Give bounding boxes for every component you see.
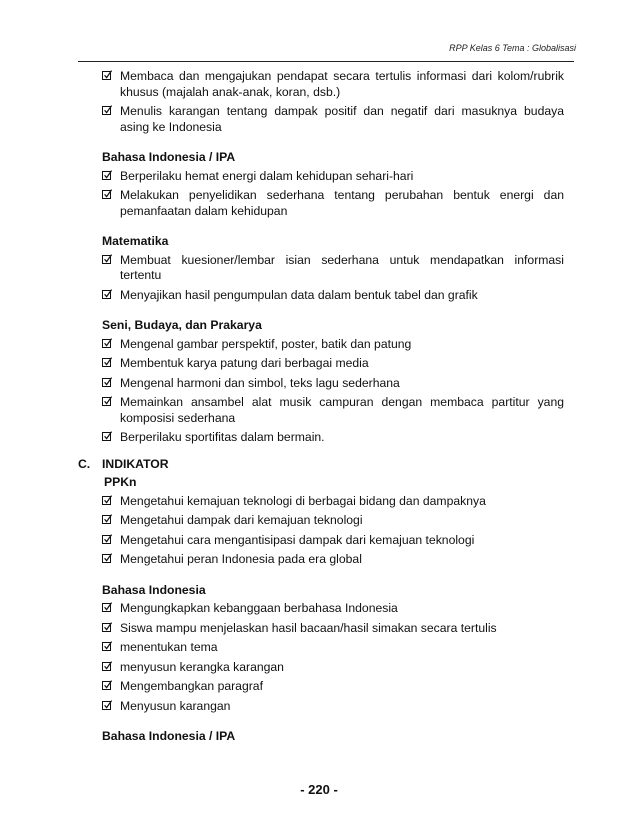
subject-heading: Seni, Budaya, dan Prakarya: [102, 318, 262, 332]
checklist-item-text: Berperilaku hemat energi dalam kehidupan sehari-hari: [120, 168, 414, 183]
checkbox-icon: [102, 358, 111, 367]
checklist-item-text: Siswa mampu menjelaskan hasil bacaan/hasil simakan secara tertulis: [120, 620, 497, 635]
checkbox-icon: [102, 642, 111, 651]
checklist-item-text: Membuat kuesioner/lembar isian sederhana untuk mendapatkan informasi tertentu: [120, 252, 564, 282]
checkbox-icon: [102, 397, 111, 406]
checklist-item-text: Berperilaku sportifitas dalam bermain.: [120, 430, 325, 444]
header-rule: [78, 61, 574, 62]
checkbox-icon: [102, 535, 111, 544]
checkbox-icon: [102, 106, 111, 115]
subject-heading: Bahasa Indonesia / IPA: [102, 150, 236, 164]
checklist-item: [102, 188, 564, 219]
checkbox-icon: [102, 432, 111, 441]
checklist-item-text: Mengenal harmoni dan simbol, teks lagu sederhana: [120, 375, 400, 390]
checkbox-icon: [102, 603, 111, 612]
checklist-item: [102, 395, 564, 426]
checkbox-icon: [102, 190, 111, 199]
checklist-item: [102, 104, 564, 135]
subject-heading: PPKn: [104, 475, 137, 489]
group-spacer: [102, 223, 564, 234]
group-spacer: [102, 572, 564, 583]
checkbox-icon: [102, 554, 111, 563]
checkbox-icon: [102, 701, 111, 710]
checkbox-icon: [102, 290, 111, 299]
checklist-item: [102, 253, 564, 284]
checklist-item: [102, 552, 564, 568]
checklist-item-text: Mengetahui peran Indonesia pada era global: [120, 552, 362, 566]
checklist-item: [102, 513, 564, 529]
checklist-item: [102, 601, 564, 617]
section-letter: C.: [78, 456, 91, 471]
checkbox-icon: [102, 681, 111, 690]
checklist-item: [102, 699, 564, 715]
checklist-item: [102, 169, 564, 185]
checklist-item: [102, 533, 564, 549]
checklist-item: [102, 337, 564, 353]
checkbox-icon: [102, 339, 111, 348]
checklist-item: [102, 430, 564, 446]
checklist-item-text: Mengetahui kemajuan teknologi di berbagai bidang dan dampaknya: [120, 493, 486, 508]
subject-heading: Bahasa Indonesia: [102, 582, 206, 597]
checkbox-icon: [102, 496, 111, 505]
checklist-item: [102, 660, 564, 676]
checklist-item: [102, 679, 564, 695]
checklist-item-text: Melakukan penyelidikan sederhana tentang perubahan bentuk energi dan pemanfaatan dalam kehidupan: [120, 188, 564, 218]
checklist-item-text: Membentuk karya patung dari berbagai media: [120, 356, 369, 370]
checklist-item-text: Menyajikan hasil pengumpulan data dalam bentuk tabel dan grafik: [120, 287, 478, 302]
checkbox-icon: [102, 71, 111, 80]
section-heading: [78, 456, 564, 473]
checklist-item-text: Mengetahui dampak dari kemajuan teknologi: [120, 513, 363, 527]
checklist-item-text: Mengenal gambar perspektif, poster, batik dan patung: [120, 336, 412, 351]
checkbox-icon: [102, 255, 111, 264]
group-spacer: [102, 718, 564, 729]
checklist-item-text: Memainkan ansambel alat musik campuran dengan membaca partitur yang komposisi sederhana: [120, 395, 564, 425]
checklist-item-text: Mengetahui cara mengantisipasi dampak dari kemajuan teknologi: [120, 532, 475, 547]
checklist-item: [102, 69, 564, 100]
subject-heading: Bahasa Indonesia / IPA: [102, 729, 236, 743]
checkbox-icon: [102, 662, 111, 671]
running-header: RPP Kelas 6 Tema : Globalisasi: [449, 43, 576, 53]
page-number: - 220 -: [300, 782, 338, 797]
checklist-item-text: Menulis karangan tentang dampak positif dan negatif dari masuknya budaya asing ke Indonesia: [120, 104, 564, 134]
page-content: [78, 69, 564, 748]
checklist-item: [102, 376, 564, 392]
group-spacer: [102, 307, 564, 318]
checklist-item-text: Menyusun karangan: [120, 698, 231, 713]
checkbox-icon: [102, 171, 111, 180]
checklist-item-text: menyusun kerangka karangan: [120, 659, 284, 674]
checklist-item: [102, 640, 564, 656]
subject-heading: Matematika: [102, 234, 169, 248]
checklist-item-text: menentukan tema: [120, 640, 218, 654]
checkbox-icon: [102, 515, 111, 524]
checklist-item: [102, 356, 564, 372]
checklist-item-text: Mengungkapkan kebanggaan berbahasa Indonesia: [120, 601, 398, 615]
checkbox-icon: [102, 378, 111, 387]
checklist-item: [102, 494, 564, 510]
section-title: INDIKATOR: [102, 456, 169, 471]
checkbox-icon: [102, 623, 111, 632]
checklist-item-text: Membaca dan mengajukan pendapat secara tertulis informasi dari kolom/rubrik khusus (majalah anak-anak, koran, dsb.): [120, 69, 564, 99]
checklist-item-text: Mengembangkan paragraf: [120, 679, 263, 693]
group-spacer: [102, 139, 564, 150]
checklist-item: [102, 621, 564, 637]
checklist-item: [102, 288, 564, 304]
